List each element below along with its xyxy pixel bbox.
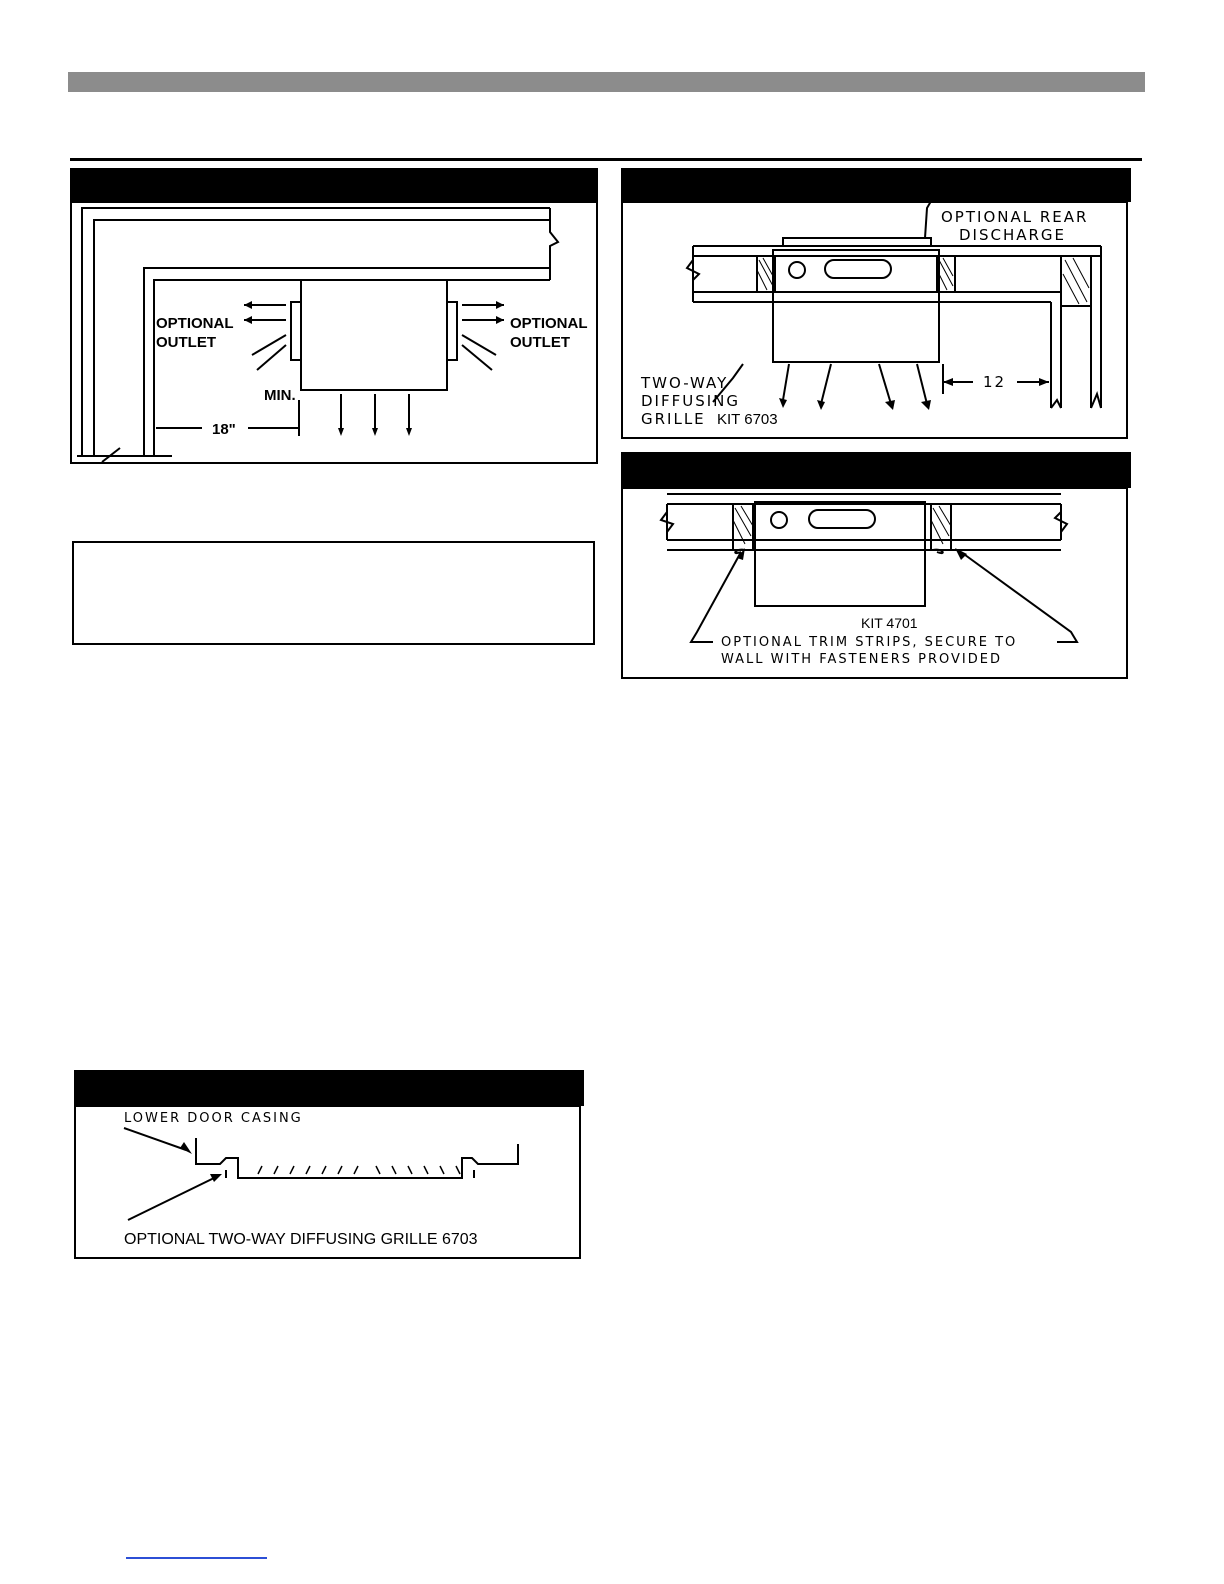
kit-label: KIT 4701 — [861, 615, 918, 631]
section-rule — [70, 158, 1142, 161]
footer-link-underline[interactable] — [126, 1557, 267, 1559]
casing-label: LOWER DOOR CASING — [124, 1111, 303, 1126]
left-outlet-label-1: OPTIONAL — [156, 315, 234, 332]
grille-label-2: DIFFUSING — [641, 392, 740, 410]
note-box — [72, 541, 595, 645]
right-outlet-label-2: OUTLET — [510, 334, 570, 351]
grille-section-figure — [74, 1070, 584, 1260]
rear-discharge-figure — [621, 168, 1131, 440]
dimension-label: 12 — [983, 373, 1007, 391]
min-label: MIN. — [264, 387, 296, 404]
trim-strips-drawing — [621, 452, 1131, 680]
header-bar — [68, 72, 1145, 92]
rear-label-1: OPTIONAL REAR — [941, 208, 1089, 226]
trim-label-1: OPTIONAL TRIM STRIPS, SECURE TO — [721, 635, 1018, 650]
right-outlet-label-1: OPTIONAL — [510, 315, 588, 332]
grille-label: OPTIONAL TWO-WAY DIFFUSING GRILLE 6703 — [124, 1231, 478, 1248]
kit-label: KIT 6703 — [717, 411, 778, 428]
grille-label-3: GRILLE — [641, 410, 706, 428]
grille-section-drawing — [74, 1070, 584, 1260]
clearance-drawing — [72, 170, 596, 462]
dimension-label: 18" — [212, 421, 236, 438]
trim-strips-figure — [621, 452, 1131, 680]
left-outlet-label-2: OUTLET — [156, 334, 216, 351]
grille-label-1: TWO-WAY — [641, 374, 729, 392]
trim-label-2: WALL WITH FASTENERS PROVIDED — [721, 652, 1002, 667]
clearance-figure — [70, 168, 598, 464]
rear-label-2: DISCHARGE — [959, 226, 1067, 244]
rear-discharge-drawing — [621, 168, 1131, 440]
